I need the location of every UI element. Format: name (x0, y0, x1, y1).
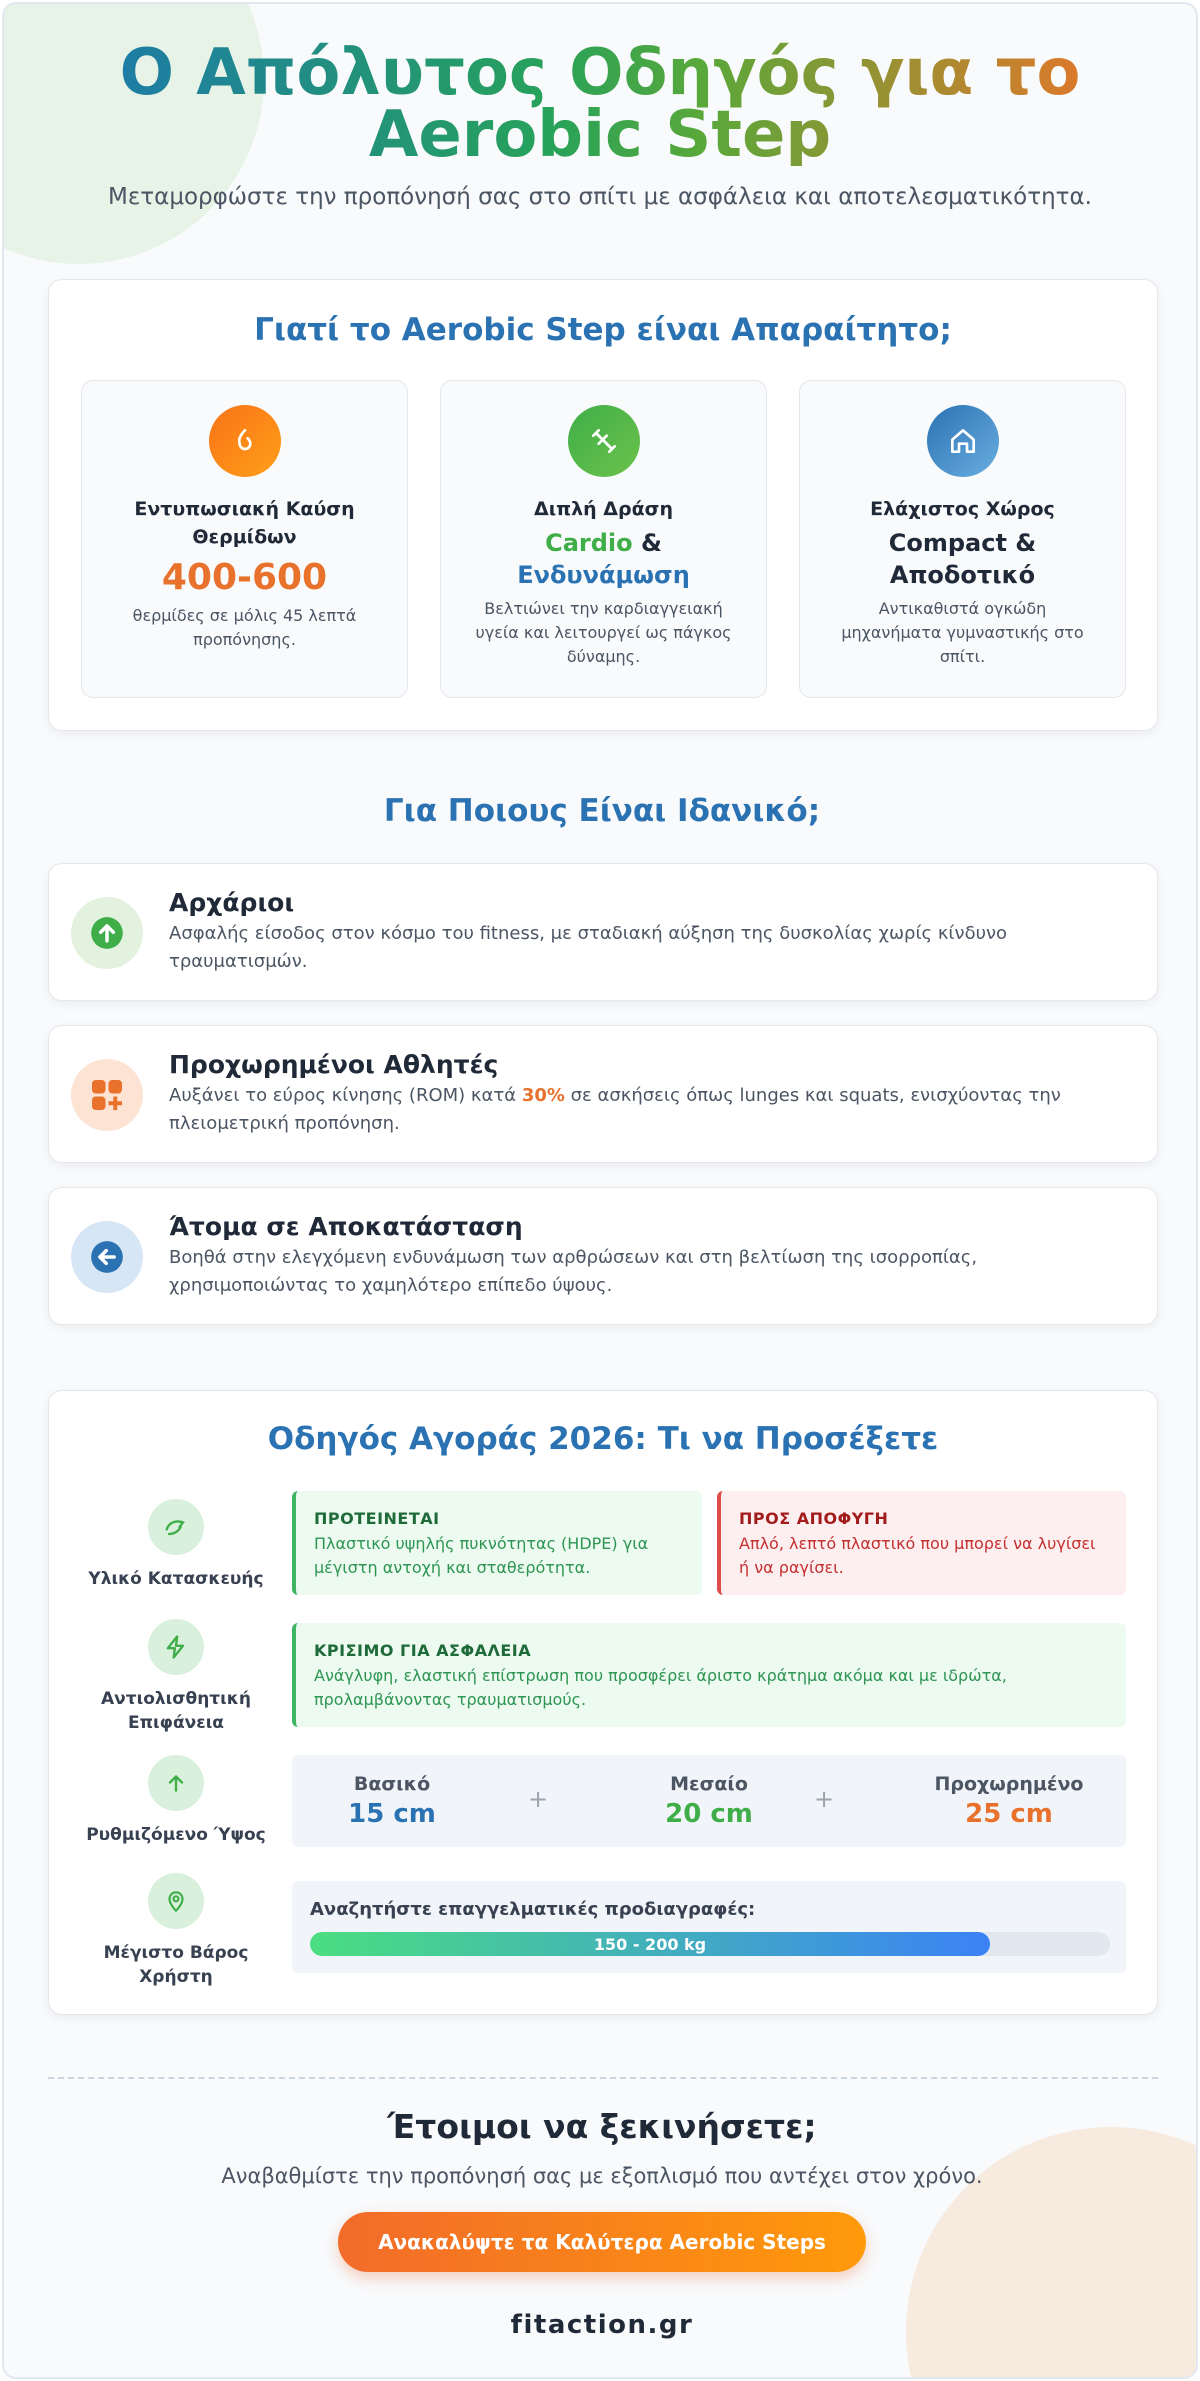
home-icon (927, 405, 999, 477)
guide-label-text: Αντιολισθητική Επιφάνεια (101, 1689, 251, 1733)
page-title: Ο Απόλυτος Οδηγός για το Aerobic Step (100, 42, 1100, 166)
height-level-basic (292, 1773, 492, 1829)
height-level-value: 15 cm (348, 1799, 436, 1829)
height-level-value: 25 cm (965, 1799, 1053, 1829)
height-level-name: Προχωρημένο (934, 1773, 1084, 1795)
audience-text (169, 1082, 1077, 1138)
avoid-box (717, 1491, 1126, 1595)
guide-label-height (71, 1755, 281, 1847)
why-section (48, 279, 1158, 731)
cta-text: Αναβαθμίστε την προπόνησή σας με εξοπλισμό που αντέχει στον χρόνο. (221, 2164, 983, 2188)
weight-bar-fill (310, 1932, 990, 1956)
material-icon (148, 1499, 204, 1555)
grid-plus-icon (71, 1059, 143, 1131)
critical-safety-box (292, 1623, 1126, 1727)
dumbbell-icon (568, 405, 640, 477)
brand-logo-text[interactable]: fitaction.gr (510, 2310, 694, 2340)
critical-safety-title: ΚΡΙΣΙΜΟ ΓΙΑ ΑΣΦΑΛΕΙΑ (314, 1641, 532, 1660)
arrow-left-circle-icon (71, 1221, 143, 1293)
feature-heading: Εντυπωσιακή Καύση Θερμίδων (134, 498, 355, 548)
audience-text: Βοηθά στην ελεγχόμενη ενδυνάμωση των αρθρώσεων και στη βελτίωση της ισορροπίας, χρησιμοποιώντας το χαμηλότερο επίπεδο ύψους. (169, 1247, 978, 1296)
cta-section (4, 2107, 1198, 2340)
height-level-name: Μεσαίο (670, 1773, 748, 1795)
audience-card-rehab (48, 1187, 1158, 1325)
page (2, 2, 1198, 2379)
audience-title: Άτομα σε Αποκατάσταση (169, 1212, 523, 1241)
divider (48, 2077, 1158, 2079)
avoid-text: Απλό, λεπτό πλαστικό που μπορεί να λυγίσει ή να ραγίσει. (739, 1534, 1096, 1577)
feature-highlight: Compact & Αποδοτικό (888, 529, 1037, 589)
audience-title: Προχωρημένοι Αθλητές (169, 1050, 499, 1079)
why-section-title: Γιατί το Aerobic Step είναι Απαραίτητο; (254, 312, 952, 348)
audience-section-title: Για Ποιους Είναι Ιδανικό; (383, 793, 821, 829)
highlight-ampersand: & (640, 529, 662, 557)
fire-icon (209, 405, 281, 477)
audience-text-part: Αυξάνει το εύρος κίνησης (ROM) κατά (169, 1085, 522, 1106)
guide-label-text: Μέγιστο Βάρος Χρήστη (103, 1943, 249, 1987)
weight-spec-heading: Αναζητήστε επαγγελματικές προδιαγραφές: (310, 1899, 756, 1920)
guide-section-title: Οδηγός Αγοράς 2026: Τι να Προσέξετε (267, 1421, 939, 1457)
recommended-text: Πλαστικό υψηλής πυκνότητας (HDPE) για μέγιστη αντοχή και σταθερότητα. (314, 1534, 649, 1577)
highlight-strength: Ενδυνάμωση (517, 561, 690, 589)
lightning-icon (148, 1619, 204, 1675)
feature-text: θερμίδες σε μόλις 45 λεπτά προπόνησης. (132, 606, 357, 649)
audience-title: Αρχάριοι (169, 888, 295, 917)
recommended-title: ΠΡΟΤΕΙΝΕΤΑΙ (314, 1509, 440, 1528)
feature-heading: Διπλή Δράση (534, 498, 673, 520)
location-pin-icon (148, 1873, 204, 1929)
feature-heading: Ελάχιστος Χώρος (870, 498, 1055, 520)
height-level-advanced (909, 1773, 1109, 1829)
guide-label-text: Υλικό Κατασκευής (88, 1569, 264, 1589)
arrow-up-circle-icon (71, 897, 143, 969)
highlight-cardio: Cardio (545, 529, 633, 557)
critical-safety-text: Ανάγλυφη, ελαστική επίστρωση που προσφέρει άριστο κράτημα ακόμα και με ιδρώτα, προλαμβάνοντας τραυματισμούς. (314, 1666, 1007, 1709)
plus-separator: + (528, 1785, 549, 1813)
cta-title: Έτοιμοι να ξεκινήσετε; (387, 2107, 817, 2146)
audience-text-part: σε ασκήσεις όπως lunges και squats, ενισχύοντας την πλειομετρική προπόνηση. (169, 1085, 1061, 1134)
audience-card-advanced (48, 1025, 1158, 1163)
weight-bar-text: 150 - 200 kg (593, 1934, 707, 1954)
avoid-title: ΠΡΟΣ ΑΠΟΦΥΓΗ (739, 1509, 889, 1528)
weight-bar-track (310, 1932, 1110, 1956)
guide-label-text: Ρυθμιζόμενο Ύψος (86, 1825, 266, 1845)
feature-highlight: 400-600 (161, 557, 328, 598)
guide-label-material (71, 1499, 281, 1591)
discover-steps-button[interactable]: Ανακαλύψτε τα Καλύτερα Aerobic Steps (338, 2212, 866, 2272)
height-level-name: Βασικό (353, 1773, 431, 1795)
height-level-medium (609, 1773, 809, 1829)
guide-label-weight (71, 1873, 281, 1989)
feature-text: Αντικαθιστά ογκώδη μηχανήματα γυμναστικής στο σπίτι. (841, 599, 1084, 666)
weight-spec (292, 1881, 1126, 1973)
buying-guide-section (48, 1390, 1158, 2015)
height-levels (292, 1755, 1126, 1847)
recommended-box (292, 1491, 702, 1595)
feature-text: Βελτιώνει την καρδιαγγειακή υγεία και λειτουργεί ως πάγκος δύναμης. (475, 599, 732, 666)
feature-card-calories (81, 380, 408, 698)
audience-text: Ασφαλής είσοδος στον κόσμο του fitness, με σταδιακή αύξηση της δυσκολίας χωρίς κίνδυνο τραυματισμών. (169, 923, 1008, 972)
plus-separator: + (814, 1785, 835, 1813)
guide-label-surface (71, 1619, 281, 1735)
page-subtitle: Μεταμορφώστε την προπόνησή σας στο σπίτι με ασφάλεια και αποτελεσματικότητα. (108, 184, 1092, 210)
feature-card-dual (440, 380, 767, 698)
rom-percentage: 30% (521, 1085, 565, 1106)
hero (4, 4, 1196, 210)
feature-card-space (799, 380, 1126, 698)
arrow-up-icon (148, 1755, 204, 1811)
audience-card-beginners (48, 863, 1158, 1001)
height-level-value: 20 cm (665, 1799, 753, 1829)
feature-highlight (441, 527, 766, 591)
